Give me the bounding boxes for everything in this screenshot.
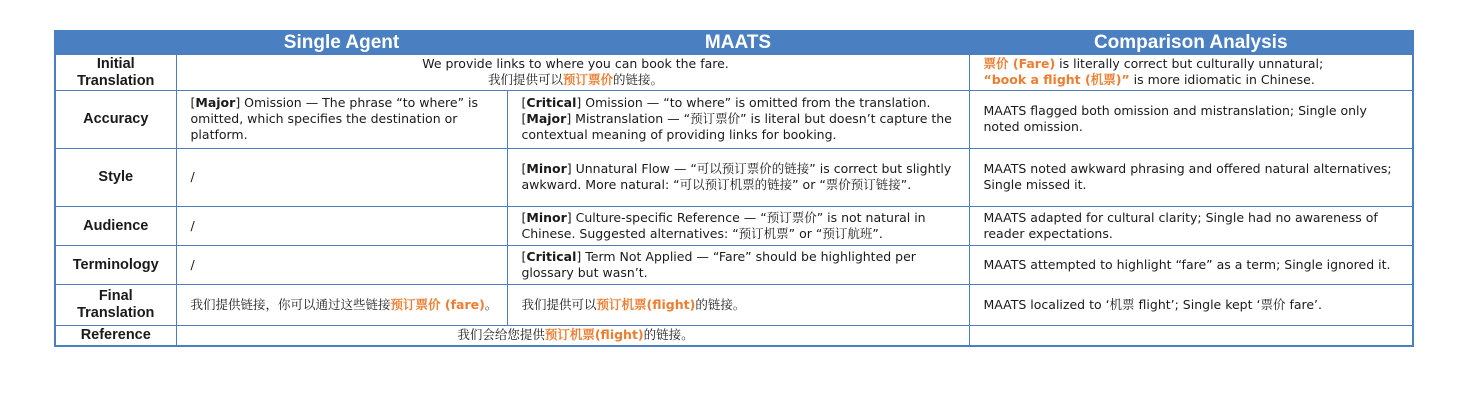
reference-cell [176,326,969,347]
source-chinese-pre: 我们提供可以 [487,72,563,87]
terminology-analysis-cell: MAATS attempted to highlight “fare” as a term; Single ignored it. [969,246,1413,285]
final-single-post: 。 [484,296,498,312]
final-single-highlight: 预订票价 (fare) [390,296,485,312]
label-line: Translation [77,305,155,321]
style-analysis-cell: MAATS noted awkward phrasing and offered natural alternatives; Single missed it. [969,149,1413,207]
header-comparison-analysis: Comparison Analysis [969,31,1413,55]
severity-tag: Minor [526,209,567,225]
issue-text: ] Mistranslation — “预订票价” is literal but doesn’t capture the contextual meaning of providing links for booking. [521,111,952,142]
header-row [55,31,1413,55]
analysis-highlight-fare: 票价 (Fare) [983,56,1056,71]
initial-source-cell [176,55,969,91]
bracket: [ [521,248,527,264]
final-single-pre: 我们提供链接，你可以通过这些链接 [190,296,391,312]
initial-analysis-cell [969,55,1413,91]
comparison-table-container [54,30,1412,347]
label-line: Translation [77,72,155,89]
final-maats-cell [507,285,969,326]
bracket: [ [521,209,527,225]
analysis-text: is literally correct but culturally unnatural; [1055,56,1324,71]
style-single-cell: / [176,149,507,207]
terminology-single-cell: / [176,246,507,285]
terminology-maats-cell [507,246,969,285]
label-line: Initial [96,55,135,72]
final-maats-highlight: 预订机票(flight) [596,296,696,312]
header-single-agent: Single Agent [176,31,507,55]
source-chinese-post: 的链接。 [613,72,664,87]
severity-tag: Critical [526,248,577,264]
row-accuracy [55,91,1413,149]
audience-single-cell: / [176,207,507,246]
final-maats-pre: 我们提供可以 [521,296,597,312]
issue-text: ] Omission — “to where” is omitted from the translation. [576,95,931,110]
row-label-audience: Audience [55,207,176,246]
accuracy-analysis-cell: MAATS flagged both omission and mistranslation; Single only noted omission. [969,91,1413,149]
final-maats-post: 的链接。 [695,296,746,312]
row-final-translation [55,285,1413,326]
accuracy-maats-cell [507,91,969,149]
row-label-initial-translation [55,55,176,91]
row-initial-translation [55,55,1413,91]
comparison-table [54,30,1414,347]
row-label-terminology: Terminology [55,246,176,285]
row-reference [55,326,1413,347]
header-empty [55,31,176,55]
severity-tag: Major [195,95,236,110]
audience-analysis-cell: MAATS adapted for cultural clarity; Single had no awareness of reader expectations. [969,207,1413,246]
severity-tag: Critical [526,95,577,110]
row-audience [55,207,1413,246]
analysis-highlight-flight: “book a flight (机票)” [983,72,1130,87]
source-chinese-highlight: 预订票价 [562,72,613,87]
label-line: Final [98,288,133,304]
audience-maats-cell [507,207,969,246]
bracket: [ [521,161,527,176]
style-maats-cell [507,149,969,207]
severity-tag: Minor [526,161,567,176]
bracket: [ [521,95,527,110]
bracket: [ [190,95,196,110]
reference-pre: 我们会给您提供 [457,327,545,342]
final-analysis-cell: MAATS localized to ‘机票 flight’; Single kept ‘票价 fare’. [969,285,1413,326]
final-single-cell [176,285,507,326]
issue-text: ] Omission — The phrase “to where” is omitted, which specifies the destination or platform. [190,95,479,142]
row-style [55,149,1413,207]
analysis-text: is more idiomatic in Chinese. [1129,72,1315,87]
reference-analysis-cell [969,326,1413,347]
row-label-final-translation [55,285,176,326]
bracket: [ [521,111,527,126]
issue-text: ] Term Not Applied — “Fare” should be highlighted per glossary but wasn’t. [521,248,916,280]
accuracy-single-cell [176,91,507,149]
row-terminology [55,246,1413,285]
reference-post: 的链接。 [643,327,694,342]
severity-tag: Major [526,111,567,126]
issue-text: ] Unnatural Flow — “可以预订票价的链接” is correct but slightly awkward. More natural: “可以预订机票的链接” or “票价预订链接”. [521,161,952,192]
issue-text: ] Culture-specific Reference — “预订票价” is not natural in Chinese. Suggested alternatives: “预订机票” or “预订航班”. [521,209,926,241]
row-label-style: Style [55,149,176,207]
source-english: We provide links to where you can book the fare. [422,56,729,71]
row-label-accuracy: Accuracy [55,91,176,149]
header-maats: MAATS [507,31,969,55]
row-label-reference: Reference [55,326,176,347]
reference-highlight: 预订机票(flight) [544,327,644,342]
